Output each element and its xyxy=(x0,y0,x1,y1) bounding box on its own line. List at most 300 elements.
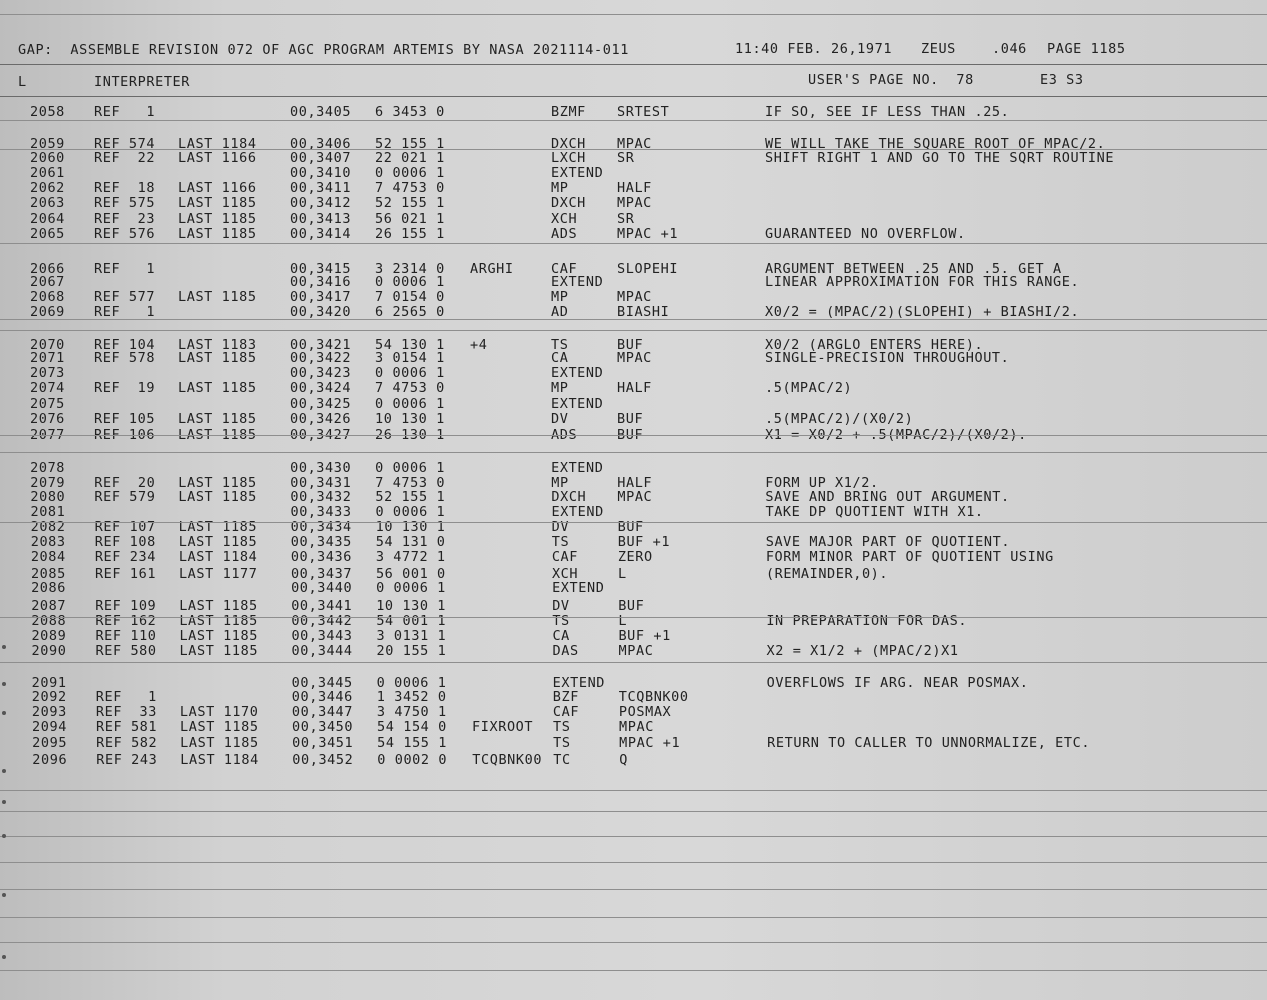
ref-field: REF 33 xyxy=(95,704,157,720)
comment-field: (REMAINDER,0). xyxy=(765,566,889,582)
operand-field: POSMAX xyxy=(618,704,672,720)
line-number: 2060 xyxy=(30,150,65,166)
octal-code: 0 0006 1 xyxy=(375,274,445,290)
line-number: 2089 xyxy=(31,628,67,644)
opcode-field: TS xyxy=(551,337,569,353)
ref-field: REF 579 xyxy=(94,489,156,505)
header-title: GAP: ASSEMBLE REVISION 072 OF AGC PROGRAM ARTEMIS BY NASA 2021114-011 xyxy=(18,42,629,58)
opcode-field: XCH xyxy=(551,566,579,582)
ref-field: REF 109 xyxy=(95,598,157,614)
line-number: 2092 xyxy=(31,689,67,705)
address-field: 00,3413 xyxy=(290,211,352,227)
operand-field: BUF +1 xyxy=(618,628,671,644)
opcode-field: TS xyxy=(553,735,571,751)
last-field: LAST 1185 xyxy=(179,613,258,629)
octal-code: 10 130 1 xyxy=(376,598,447,614)
last-field: LAST 1185 xyxy=(178,475,257,491)
address-field: 00,3424 xyxy=(290,380,352,396)
octal-code: 26 155 1 xyxy=(375,226,445,242)
line-number: 2065 xyxy=(30,226,65,242)
last-field: LAST 1185 xyxy=(178,411,257,427)
opcode-field: CA xyxy=(551,350,569,366)
octal-code: 1 3452 0 xyxy=(376,689,447,705)
opcode-field: EXTEND xyxy=(551,396,604,412)
address-field: 00,3431 xyxy=(290,475,352,491)
opcode-field: EXTEND xyxy=(551,165,604,181)
line-number: 2085 xyxy=(30,566,66,582)
paper-rule xyxy=(0,330,1267,331)
operand-field: MPAC xyxy=(617,350,652,366)
comment-field: X0/2 (ARGLO ENTERS HERE). xyxy=(765,337,984,353)
opcode-field: TS xyxy=(552,613,570,629)
subheader-rule xyxy=(0,96,1267,97)
line-number: 2091 xyxy=(31,675,67,691)
last-field: LAST 1185 xyxy=(178,534,258,550)
paper-rule xyxy=(0,862,1267,863)
comment-field: .5(MPAC/2) xyxy=(765,380,853,396)
opcode-field: EXTEND xyxy=(551,365,604,381)
operand-field: TCQBNK00 xyxy=(618,689,689,705)
octal-code: 52 155 1 xyxy=(375,136,445,152)
paper-rule xyxy=(0,889,1267,890)
address-field: 00,3416 xyxy=(290,274,352,290)
line-number: 2059 xyxy=(30,136,65,152)
margin-hole xyxy=(2,682,6,686)
line-number: 2074 xyxy=(30,380,65,396)
address-field: 00,3407 xyxy=(290,150,352,166)
paper-rule xyxy=(0,435,1267,436)
ref-field: REF 108 xyxy=(94,534,156,550)
paper-rule xyxy=(0,836,1267,837)
address-field: 00,3423 xyxy=(290,365,352,381)
last-field: LAST 1184 xyxy=(180,752,259,768)
octal-code: 0 0006 1 xyxy=(376,580,446,596)
line-number: 2090 xyxy=(31,643,67,659)
line-number: 2068 xyxy=(30,289,65,305)
subheader-codes: E3 S3 xyxy=(1040,72,1084,88)
last-field: LAST 1185 xyxy=(178,489,257,505)
comment-field: X1 = X0/2 + .5(MPAC/2)/(X0/2). xyxy=(765,427,1027,443)
line-number: 2094 xyxy=(32,719,67,735)
octal-code: 54 131 0 xyxy=(375,534,446,550)
operand-field: BUF xyxy=(617,519,644,535)
operand-field: MPAC xyxy=(617,195,652,211)
opcode-field: AD xyxy=(551,304,569,320)
octal-code: 3 0131 1 xyxy=(376,628,447,644)
ref-field: REF 107 xyxy=(94,519,156,535)
address-field: 00,3440 xyxy=(291,580,353,596)
ref-field: REF 1 xyxy=(94,304,156,320)
last-field: LAST 1185 xyxy=(178,380,257,396)
opcode-field: MP xyxy=(551,180,569,196)
comment-field: SAVE MAJOR PART OF QUOTIENT. xyxy=(765,534,1011,550)
operand-field: HALF xyxy=(617,380,652,396)
ref-field: REF 23 xyxy=(94,211,156,227)
address-field: 00,3445 xyxy=(291,675,353,691)
comment-field: X2 = X1/2 + (MPAC/2)X1 xyxy=(766,643,959,659)
margin-hole xyxy=(2,893,6,897)
line-number: 2080 xyxy=(30,489,66,505)
octal-code: 3 0154 1 xyxy=(375,350,445,366)
operand-field: MPAC xyxy=(617,289,652,305)
octal-code: 3 4750 1 xyxy=(376,704,447,720)
operand-field: MPAC +1 xyxy=(619,735,681,751)
address-field: 00,3443 xyxy=(291,628,353,644)
ref-field: REF 574 xyxy=(94,136,156,152)
operand-field: BUF xyxy=(617,427,644,443)
last-field: LAST 1185 xyxy=(179,643,259,659)
address-field: 00,3444 xyxy=(291,643,353,659)
line-number: 2067 xyxy=(30,274,65,290)
comment-field: FORM MINOR PART OF QUOTIENT USING xyxy=(765,549,1054,565)
opcode-field: CAF xyxy=(552,704,580,720)
ref-field: REF 161 xyxy=(94,566,157,582)
opcode-field: EXTEND xyxy=(551,504,604,520)
ref-field: REF 18 xyxy=(94,180,156,196)
subheader-section: INTERPRETER xyxy=(94,74,191,90)
opcode-field: BZMF xyxy=(551,104,586,120)
ref-field: REF 581 xyxy=(96,719,158,735)
operand-field: BUF +1 xyxy=(617,534,671,550)
header-seq: .046 xyxy=(992,41,1027,57)
header-timestamp: 11:40 FEB. 26,1971 xyxy=(735,41,893,57)
line-number: 2086 xyxy=(31,580,66,596)
last-field: LAST 1185 xyxy=(178,195,257,211)
comment-field: ARGUMENT BETWEEN .25 AND .5. GET A xyxy=(765,261,1062,277)
margin-hole xyxy=(2,800,6,804)
paper-rule xyxy=(0,120,1267,121)
last-field: LAST 1185 xyxy=(178,289,257,305)
octal-code: 0 0006 1 xyxy=(375,365,445,381)
octal-code: 52 155 1 xyxy=(375,489,446,505)
line-number: 2078 xyxy=(30,460,66,476)
operand-field: SR xyxy=(617,150,635,166)
octal-code: 0 0006 1 xyxy=(375,396,445,412)
line-number: 2071 xyxy=(30,350,65,366)
operand-field: MPAC xyxy=(619,719,654,735)
margin-hole xyxy=(2,645,6,649)
address-field: 00,3410 xyxy=(290,165,352,181)
opcode-field: EXTEND xyxy=(551,274,604,290)
line-number: 2062 xyxy=(30,180,65,196)
comment-field: WE WILL TAKE THE SQUARE ROOT OF MPAC/2. xyxy=(765,136,1106,152)
comment-field: SAVE AND BRING OUT ARGUMENT. xyxy=(765,489,1010,505)
ref-field: REF 582 xyxy=(96,735,158,751)
opcode-field: BZF xyxy=(552,689,579,705)
line-number: 2093 xyxy=(31,704,67,720)
address-field: 00,3435 xyxy=(290,534,352,550)
operand-field: BUF xyxy=(618,598,645,614)
comment-field: .5(MPAC/2)/(X0/2) xyxy=(765,411,914,427)
octal-code: 0 0006 1 xyxy=(375,165,445,181)
header-rule xyxy=(0,64,1267,65)
address-field: 00,3433 xyxy=(290,504,352,520)
ref-field: REF 243 xyxy=(96,752,158,768)
address-field: 00,3434 xyxy=(290,519,352,535)
last-field: LAST 1185 xyxy=(178,226,257,242)
octal-code: 7 0154 0 xyxy=(375,289,445,305)
last-field: LAST 1185 xyxy=(178,519,258,535)
operand-field: MPAC xyxy=(617,489,653,505)
address-field: 00,3426 xyxy=(290,411,352,427)
opcode-field: DXCH xyxy=(551,489,587,505)
line-number: 2064 xyxy=(30,211,65,227)
last-field: LAST 1166 xyxy=(178,180,257,196)
octal-code: 0 0006 1 xyxy=(376,675,447,691)
line-number: 2063 xyxy=(30,195,65,211)
paper-rule xyxy=(0,970,1267,971)
opcode-field: CAF xyxy=(551,549,579,565)
last-field: LAST 1177 xyxy=(178,566,258,582)
last-field: LAST 1183 xyxy=(178,337,257,353)
ref-field: REF 576 xyxy=(94,226,156,242)
last-field: LAST 1185 xyxy=(178,350,257,366)
line-number: 2066 xyxy=(30,261,65,277)
address-field: 00,3425 xyxy=(290,396,352,412)
paper-rule xyxy=(0,917,1267,918)
last-field: LAST 1185 xyxy=(178,211,257,227)
octal-code: 7 4753 0 xyxy=(375,475,446,491)
last-field: LAST 1184 xyxy=(178,136,257,152)
operand-field: L xyxy=(618,613,628,629)
header-system: ZEUS xyxy=(921,41,956,57)
octal-code: 0 0006 1 xyxy=(375,504,446,520)
line-number: 2069 xyxy=(30,304,65,320)
address-field: 00,3442 xyxy=(291,613,353,629)
label-field: ARGHI xyxy=(470,261,514,277)
paper-rule xyxy=(0,811,1267,812)
ref-field: REF 105 xyxy=(94,411,156,427)
octal-code: 3 4772 1 xyxy=(375,549,446,565)
octal-code: 54 155 1 xyxy=(377,735,447,751)
operand-field: BUF xyxy=(617,337,644,353)
address-field: 00,3432 xyxy=(290,489,352,505)
operand-field: ZERO xyxy=(617,549,653,565)
line-number: 2070 xyxy=(30,337,65,353)
operand-field: MPAC +1 xyxy=(617,226,679,242)
comment-field: GUARANTEED NO OVERFLOW. xyxy=(765,226,966,242)
ref-field: REF 110 xyxy=(95,628,157,644)
comment-field: LINEAR APPROXIMATION FOR THIS RANGE. xyxy=(765,274,1080,290)
octal-code: 26 130 1 xyxy=(375,427,445,443)
operand-field: MPAC xyxy=(617,136,652,152)
last-field: LAST 1185 xyxy=(179,628,258,644)
ref-field: REF 1 xyxy=(95,689,157,705)
last-field: LAST 1185 xyxy=(179,598,258,614)
address-field: 00,3446 xyxy=(291,689,353,705)
ref-field: REF 20 xyxy=(94,475,156,491)
octal-code: 54 154 0 xyxy=(377,719,447,735)
octal-code: 10 130 1 xyxy=(375,519,446,535)
opcode-field: CA xyxy=(552,628,570,644)
ref-field: REF 104 xyxy=(94,337,156,353)
address-field: 00,3441 xyxy=(291,598,353,614)
address-field: 00,3450 xyxy=(292,719,354,735)
opcode-field: TS xyxy=(551,534,570,550)
comment-field: IN PREPARATION FOR DAS. xyxy=(766,613,968,629)
octal-code: 56 001 0 xyxy=(375,566,446,582)
paper-rule xyxy=(0,522,1267,523)
paper-rule xyxy=(0,942,1267,943)
octal-code: 7 4753 0 xyxy=(375,180,445,196)
octal-code: 0 0006 1 xyxy=(375,460,445,476)
paper-rule xyxy=(0,452,1267,453)
line-number: 2058 xyxy=(30,104,65,120)
last-field: LAST 1170 xyxy=(179,704,259,720)
opcode-field: ADS xyxy=(551,226,578,242)
address-field: 00,3422 xyxy=(290,350,352,366)
address-field: 00,3437 xyxy=(290,566,353,582)
opcode-field: EXTEND xyxy=(552,675,606,691)
margin-hole xyxy=(2,955,6,959)
line-number: 2061 xyxy=(30,165,65,181)
ref-field: REF 22 xyxy=(94,150,156,166)
line-number: 2081 xyxy=(30,504,66,520)
address-field: 00,3415 xyxy=(290,261,352,277)
comment-field: FORM UP X1/2. xyxy=(765,475,879,491)
last-field: LAST 1185 xyxy=(180,735,259,751)
opcode-field: EXTEND xyxy=(551,460,604,476)
opcode-field: TS xyxy=(553,719,571,735)
ref-field: REF 162 xyxy=(95,613,157,629)
octal-code: 10 130 1 xyxy=(375,411,445,427)
perforation-rule xyxy=(0,14,1267,15)
ref-field: REF 1 xyxy=(94,261,156,277)
opcode-field: XCH xyxy=(551,211,578,227)
octal-code: 6 3453 0 xyxy=(375,104,445,120)
address-field: 00,3412 xyxy=(290,195,352,211)
ref-field: REF 106 xyxy=(94,427,156,443)
address-field: 00,3414 xyxy=(290,226,352,242)
octal-code: 20 155 1 xyxy=(376,643,447,659)
header-page: PAGE 1185 xyxy=(1047,41,1126,57)
octal-code: 3 2314 0 xyxy=(375,261,445,277)
comment-field: RETURN TO CALLER TO UNNORMALIZE, ETC. xyxy=(767,735,1091,751)
address-field: 00,3427 xyxy=(290,427,352,443)
address-field: 00,3421 xyxy=(290,337,352,353)
operand-field: Q xyxy=(619,752,628,768)
opcode-field: EXTEND xyxy=(552,580,605,596)
opcode-field: MP xyxy=(551,380,569,396)
subheader-users-page: USER'S PAGE NO. 78 xyxy=(808,72,974,88)
operand-field: L xyxy=(617,566,627,582)
paper-rule xyxy=(0,617,1267,618)
operand-field: SR xyxy=(617,211,635,227)
octal-code: 0 0002 0 xyxy=(377,752,448,768)
ref-field: REF 577 xyxy=(94,289,156,305)
operand-field: SLOPEHI xyxy=(617,261,679,277)
paper-rule xyxy=(0,149,1267,150)
opcode-field: DV xyxy=(551,411,569,427)
address-field: 00,3452 xyxy=(292,752,354,768)
operand-field: BUF xyxy=(617,411,644,427)
paper-rule xyxy=(0,243,1267,244)
comment-field: IF SO, SEE IF LESS THAN .25. xyxy=(765,104,1010,120)
operand-field: MPAC xyxy=(618,643,654,659)
last-field: LAST 1185 xyxy=(178,427,257,443)
octal-code: 7 4753 0 xyxy=(375,380,445,396)
last-field: LAST 1184 xyxy=(178,549,258,565)
comment-field: OVERFLOWS IF ARG. NEAR POSMAX. xyxy=(766,675,1029,691)
label-field: TCQBNK00 xyxy=(472,752,543,768)
subheader-l: L xyxy=(18,74,27,90)
margin-hole xyxy=(2,711,6,715)
opcode-field: ADS xyxy=(551,427,578,443)
comment-field: SINGLE-PRECISION THROUGHOUT. xyxy=(765,350,1010,366)
opcode-field: DXCH xyxy=(551,195,586,211)
ref-field: REF 580 xyxy=(95,643,157,659)
octal-code: 22 021 1 xyxy=(375,150,445,166)
opcode-field: CAF xyxy=(551,261,578,277)
octal-code: 6 2565 0 xyxy=(375,304,445,320)
address-field: 00,3420 xyxy=(290,304,352,320)
address-field: 00,3417 xyxy=(290,289,352,305)
line-number: 2076 xyxy=(30,411,65,427)
line-number: 2087 xyxy=(31,598,67,614)
line-number: 2083 xyxy=(30,534,66,550)
opcode-field: MP xyxy=(551,289,569,305)
octal-code: 56 021 1 xyxy=(375,211,445,227)
operand-field: HALF xyxy=(617,180,652,196)
ref-field: REF 575 xyxy=(94,195,156,211)
operand-field: SRTEST xyxy=(617,104,670,120)
opcode-field: DV xyxy=(551,519,570,535)
address-field: 00,3411 xyxy=(290,180,352,196)
label-field: FIXROOT xyxy=(472,719,534,735)
last-field: LAST 1166 xyxy=(178,150,257,166)
address-field: 00,3436 xyxy=(290,549,352,565)
label-field: +4 xyxy=(470,337,488,353)
line-number: 2077 xyxy=(30,427,65,443)
line-number: 2082 xyxy=(30,519,66,535)
opcode-field: DAS xyxy=(552,643,579,659)
line-number: 2095 xyxy=(32,735,68,751)
comment-field: X0/2 = (MPAC/2)(SLOPEHI) + BIASHI/2. xyxy=(765,304,1080,320)
opcode-field: LXCH xyxy=(551,150,586,166)
address-field: 00,3430 xyxy=(290,460,352,476)
octal-code: 54 001 1 xyxy=(376,613,447,629)
opcode-field: MP xyxy=(551,475,569,491)
line-number: 2088 xyxy=(31,613,67,629)
operand-field: BIASHI xyxy=(617,304,670,320)
address-field: 00,3451 xyxy=(292,735,354,751)
opcode-field: TC xyxy=(553,752,571,768)
opcode-field: DV xyxy=(552,598,570,614)
operand-field: HALF xyxy=(617,475,653,491)
line-number: 2096 xyxy=(32,752,68,768)
ref-field: REF 578 xyxy=(94,350,156,366)
last-field: LAST 1185 xyxy=(180,719,259,735)
comment-field: TAKE DP QUOTIENT WITH X1. xyxy=(765,504,984,520)
line-number: 2075 xyxy=(30,396,65,412)
paper-rule xyxy=(0,662,1267,663)
paper-rule xyxy=(0,790,1267,791)
comment-field: SHIFT RIGHT 1 AND GO TO THE SQRT ROUTINE xyxy=(765,150,1115,166)
line-number: 2079 xyxy=(30,475,66,491)
line-number: 2073 xyxy=(30,365,65,381)
address-field: 00,3447 xyxy=(291,704,353,720)
octal-code: 54 130 1 xyxy=(375,337,445,353)
ref-field: REF 1 xyxy=(94,104,156,120)
ref-field: REF 19 xyxy=(94,380,156,396)
octal-code: 52 155 1 xyxy=(375,195,445,211)
margin-hole xyxy=(2,834,6,838)
address-field: 00,3405 xyxy=(290,104,352,120)
line-number: 2084 xyxy=(30,549,66,565)
opcode-field: DXCH xyxy=(551,136,586,152)
address-field: 00,3406 xyxy=(290,136,352,152)
paper-rule xyxy=(0,319,1267,320)
